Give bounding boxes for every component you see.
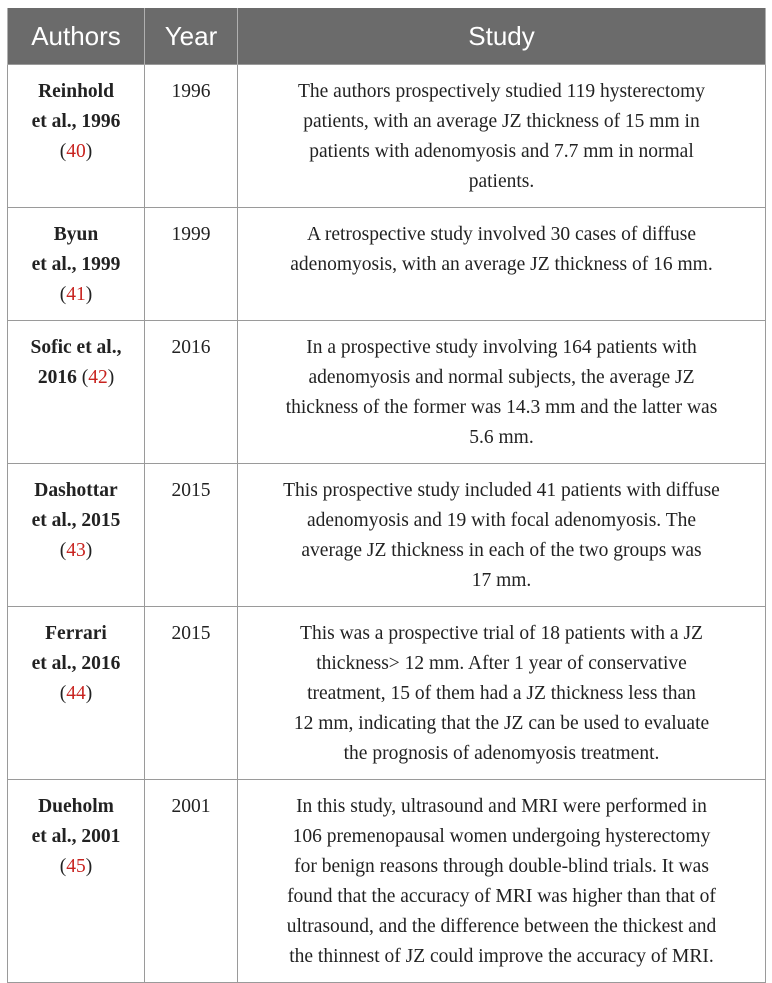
study-text-line: adenomyosis, with an average JZ thickness of 16 mm. <box>290 254 713 275</box>
author-name-line: Byun <box>53 224 99 245</box>
author-cell <box>8 780 145 983</box>
table-row <box>8 780 766 983</box>
study-text-line: This prospective study included 41 patients with diffuse <box>283 480 720 501</box>
reference-link[interactable]: 42 <box>88 367 108 388</box>
table-row <box>8 464 766 607</box>
reference-citation: (44) <box>59 683 93 704</box>
year-cell: 2001 <box>145 780 238 983</box>
author-name-line: et al., 2016 <box>31 653 121 674</box>
reference-link[interactable]: 43 <box>66 540 86 561</box>
study-text-line: for benign reasons through double-blind trials. It was <box>294 856 709 877</box>
study-text-line: This was a prospective trial of 18 patients with a JZ <box>300 623 703 644</box>
study-cell <box>238 65 766 208</box>
study-text-line: ultrasound, and the difference between the thickest and <box>286 916 717 937</box>
reference-link[interactable]: 45 <box>66 856 86 877</box>
reference-citation: (41) <box>59 284 93 305</box>
study-text-line: 5.6 mm. <box>469 427 534 448</box>
study-text-line: 106 premenopausal women undergoing hysterectomy <box>292 826 711 847</box>
reference-citation: (40) <box>59 141 93 162</box>
author-name-line: et al., 2015 <box>31 510 121 531</box>
study-text-line: 17 mm. <box>471 570 532 591</box>
studies-table <box>7 8 766 983</box>
year-cell: 1996 <box>145 65 238 208</box>
table-row <box>8 65 766 208</box>
study-text-line: The authors prospectively studied 119 hysterectomy <box>297 81 706 102</box>
study-text-line: 12 mm, indicating that the JZ can be used to evaluate <box>293 713 710 734</box>
study-text-line: thickness of the former was 14.3 mm and the latter was <box>285 397 718 418</box>
header-year: Year <box>145 8 238 65</box>
author-name-line: Dueholm <box>38 796 114 817</box>
study-cell <box>238 208 766 321</box>
study-text-line: In a prospective study involving 164 patients with <box>306 337 697 358</box>
reference-link[interactable]: 41 <box>66 284 86 305</box>
author-name-line: Sofic et al., <box>30 337 122 358</box>
table-header <box>8 8 766 65</box>
author-cell <box>8 65 145 208</box>
author-cell <box>8 607 145 780</box>
table-row <box>8 321 766 464</box>
year-cell: 1999 <box>145 208 238 321</box>
year-cell: 2015 <box>145 464 238 607</box>
reference-citation: (43) <box>59 540 93 561</box>
study-text-line: adenomyosis and normal subjects, the average JZ <box>308 367 695 388</box>
year-cell: 2015 <box>145 607 238 780</box>
table-body <box>8 65 766 983</box>
header-study: Study <box>238 8 766 65</box>
author-name-line: et al., 1999 <box>31 254 121 275</box>
study-text-line: adenomyosis and 19 with focal adenomyosis. The <box>306 510 697 531</box>
study-text-line: average JZ thickness in each of the two groups was <box>301 540 702 561</box>
author-name-line: Reinhold <box>38 81 114 102</box>
study-cell <box>238 464 766 607</box>
author-name-line: et al., 1996 <box>31 111 121 132</box>
study-text-line: treatment, 15 of them had a JZ thickness less than <box>307 683 696 704</box>
header-authors: Authors <box>8 8 145 65</box>
table-row <box>8 208 766 321</box>
author-cell <box>8 208 145 321</box>
study-cell <box>238 780 766 983</box>
study-text-line: found that the accuracy of MRI was higher than that of <box>287 886 716 907</box>
reference-link[interactable]: 40 <box>66 141 86 162</box>
author-name-line: Dashottar <box>34 480 118 501</box>
table-row <box>8 607 766 780</box>
author-name-line: Ferrari <box>45 623 107 644</box>
author-name-line: et al., 2001 <box>31 826 121 847</box>
study-text-line: patients. <box>468 171 535 192</box>
study-text-line: patients, with an average JZ thickness of 15 mm in <box>303 111 700 132</box>
study-text-line: In this study, ultrasound and MRI were performed in <box>296 796 707 817</box>
study-cell <box>238 321 766 464</box>
header-row <box>8 8 766 65</box>
study-text-line: patients with adenomyosis and 7.7 mm in normal <box>309 141 694 162</box>
author-name-line: 2016 <box>37 367 77 388</box>
reference-citation: (45) <box>59 856 93 877</box>
year-cell: 2016 <box>145 321 238 464</box>
study-text-line: thickness> 12 mm. After 1 year of conservative <box>316 653 687 674</box>
study-cell <box>238 607 766 780</box>
author-cell <box>8 464 145 607</box>
reference-citation: (42) <box>81 367 115 388</box>
study-text-line: the prognosis of adenomyosis treatment. <box>343 743 660 764</box>
study-text-line: A retrospective study involved 30 cases of diffuse <box>306 224 696 245</box>
author-cell <box>8 321 145 464</box>
reference-link[interactable]: 44 <box>66 683 86 704</box>
study-text-line: the thinnest of JZ could improve the accuracy of MRI. <box>289 946 714 967</box>
